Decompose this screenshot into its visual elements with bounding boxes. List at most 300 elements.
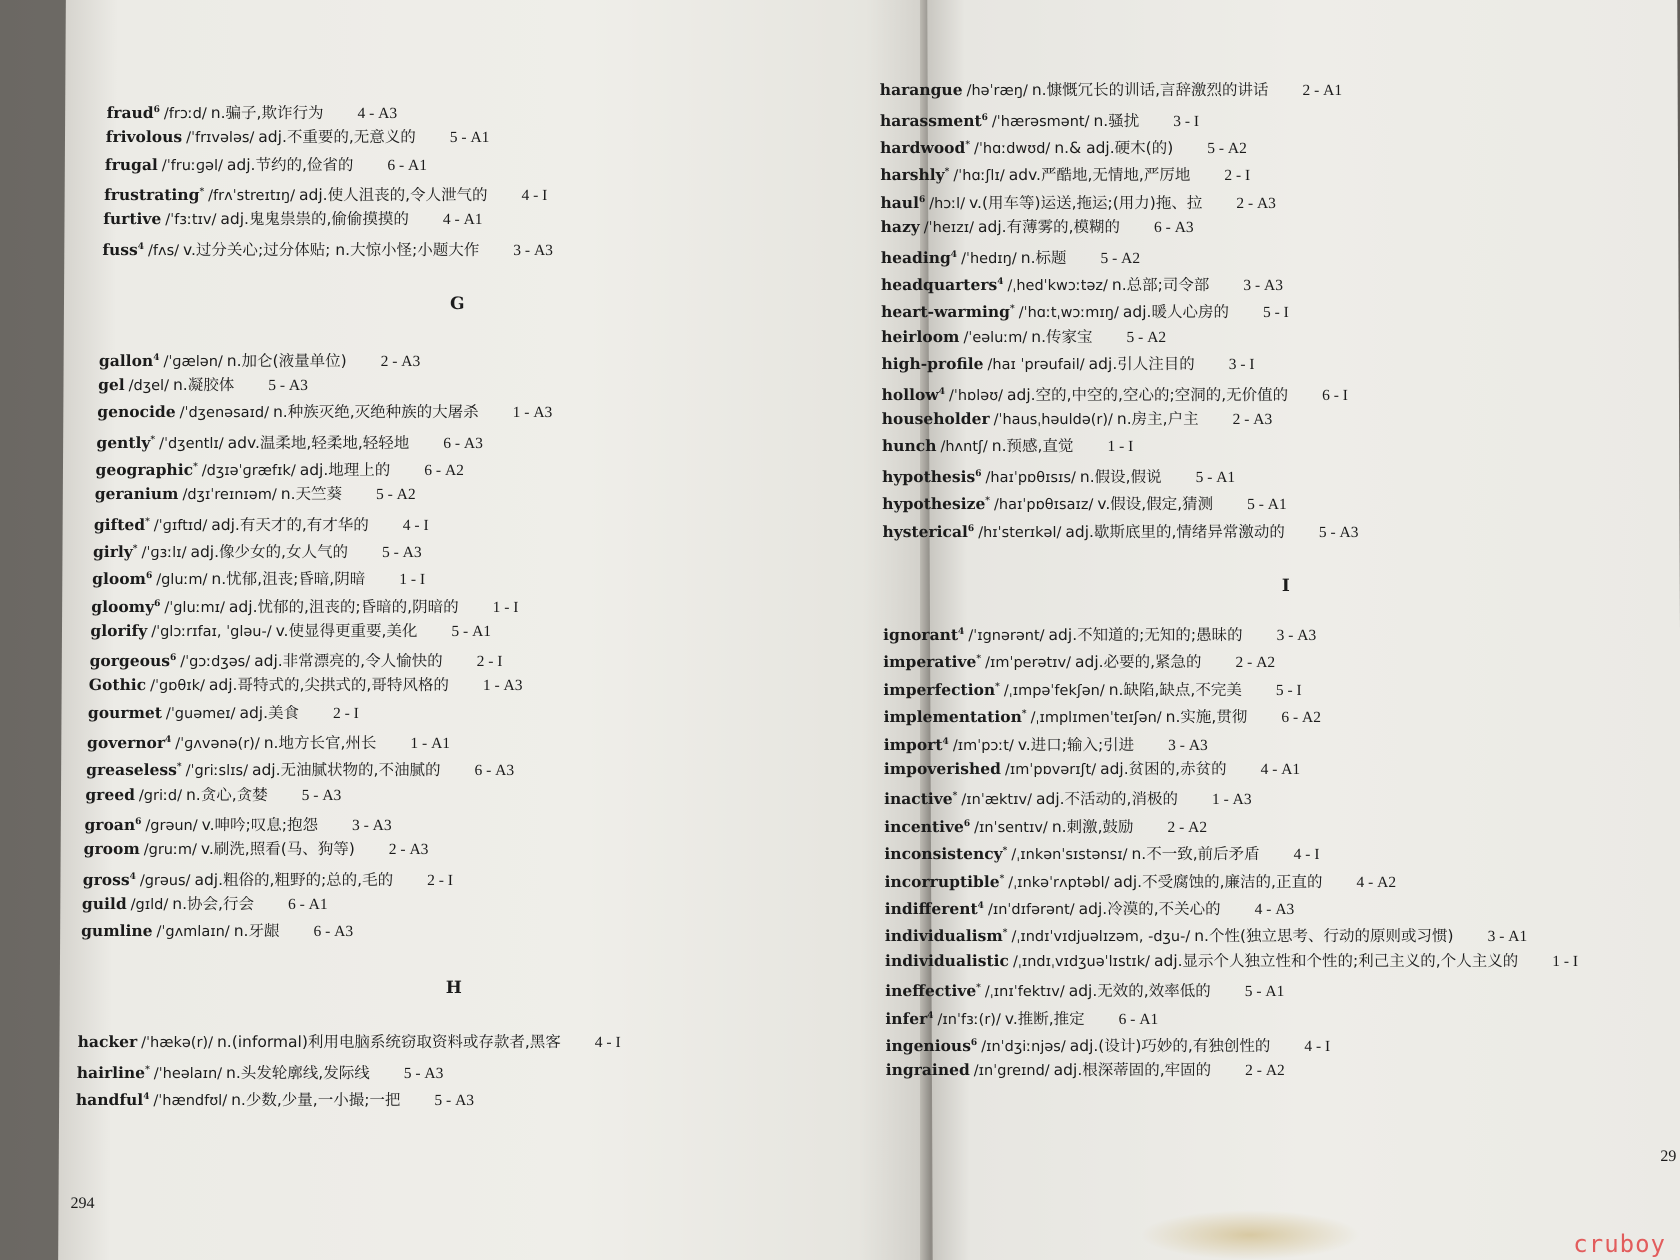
unit-reference: 1 - A1	[410, 735, 451, 753]
headword	[76, 1090, 150, 1109]
headword-text: imperfection	[883, 679, 996, 699]
headword	[881, 354, 983, 373]
headword-text: gallon	[98, 350, 154, 370]
dictionary-entry	[881, 299, 1289, 323]
headword	[885, 899, 984, 918]
definition: n.骗子,欺诈行为	[210, 104, 324, 123]
pronunciation: /dʒɪəˈɡræfɪk/	[201, 463, 296, 480]
pronunciation: /ˈheəlaɪn/	[153, 1065, 223, 1082]
unit-reference: 2 - A3	[388, 841, 429, 859]
headword-text: gloomy	[91, 596, 155, 616]
definition: n.少数,少量,一小撮;一把	[231, 1091, 401, 1110]
frequency-marker: 6	[145, 571, 153, 582]
definition: n.凝胶体	[172, 376, 235, 395]
dictionary-entry	[102, 237, 553, 261]
definition: n.贪心,贪婪	[185, 785, 268, 804]
headword-text: ingrained	[885, 1060, 970, 1080]
unit-reference: 5 - I	[1275, 681, 1302, 699]
frequency-marker: 4	[977, 900, 984, 911]
pronunciation: /ˈɡʌvənə(r)/	[175, 736, 260, 753]
definition: n.假设,假说	[1079, 467, 1162, 486]
pronunciation: /ˌhedˈkwɔːtəz/	[1007, 277, 1108, 294]
unit-reference: 3 - A3	[1168, 736, 1208, 754]
pronunciation: /ˈhausˌhəuldə(r)/	[993, 411, 1113, 428]
headword-text: imperative	[883, 652, 977, 672]
dictionary-entry	[882, 409, 1273, 430]
pronunciation: /grəun/	[145, 818, 198, 835]
headword-text: ineffective	[885, 981, 977, 1001]
pronunciation: /ˈfɜːtɪv/	[165, 212, 217, 229]
unit-reference: 5 - A1	[1244, 983, 1285, 1001]
unit-reference: 5 - I	[1262, 304, 1289, 322]
unit-reference: 6 - I	[1322, 386, 1348, 404]
definition: n.缺陷,缺点,不完美	[1108, 680, 1242, 699]
headword-text: greed	[85, 784, 136, 804]
pronunciation: /ˈhændfʊl/	[153, 1093, 228, 1110]
headword	[78, 1032, 138, 1051]
dictionary-entry	[883, 677, 1301, 701]
dictionary-entry	[885, 951, 1578, 972]
pronunciation: /ˌɪmplɪmenˈteɪʃən/	[1030, 710, 1162, 727]
headword	[881, 327, 959, 346]
frequency-marker: *	[995, 681, 1000, 692]
pronunciation: /hʌntʃ/	[940, 439, 988, 456]
dictionary-entry	[885, 1005, 1158, 1029]
headword-text: hollow	[881, 384, 939, 404]
definition: adj.有薄雾的,模糊的	[977, 218, 1121, 236]
frequency-marker: *	[199, 186, 205, 197]
frequency-marker: 4	[958, 626, 965, 637]
frequency-marker: 4	[997, 276, 1004, 287]
dictionary-entry	[885, 1033, 1330, 1057]
definition: adj.歇斯底里的,情绪异常激动的	[1065, 522, 1285, 541]
dictionary-entry	[884, 704, 1321, 728]
headword-text: hazy	[880, 217, 920, 236]
pronunciation: /ˌɪndɪˈvɪdjuəlɪzəm, -dʒu-/	[1011, 929, 1191, 946]
frequency-marker: 4	[938, 386, 945, 397]
headword-text: householder	[881, 408, 990, 428]
pronunciation: /ɪmˈperətɪv/	[985, 655, 1072, 672]
definition: n.地方长官,州长	[263, 734, 377, 753]
dictionary-entry	[880, 190, 1276, 214]
dictionary-entry	[884, 731, 1208, 755]
dictionary-entry	[89, 675, 523, 696]
pronunciation: /gluːm/	[156, 572, 208, 589]
pronunciation: /haɪˈpɒθɪsaɪz/	[993, 497, 1094, 514]
headword-text: frugal	[104, 154, 158, 174]
unit-reference: 2 - A2	[1167, 818, 1208, 836]
unit-reference: 2 - I	[1224, 167, 1251, 185]
unit-reference: 4 - I	[521, 187, 548, 205]
frequency-marker: 4	[143, 1092, 150, 1102]
frequency-marker: *	[150, 434, 156, 445]
unit-reference: 2 - I	[476, 653, 503, 671]
headword-text: inconsistency	[884, 844, 1003, 864]
left-page	[58, 0, 936, 1260]
definition: adj.冷漠的,不关心的	[1078, 899, 1221, 918]
unit-reference: 1 - I	[399, 571, 426, 589]
headword-text: gumline	[81, 921, 153, 941]
headword	[883, 625, 964, 644]
frequency-marker: *	[976, 983, 981, 993]
dictionary-entry	[884, 841, 1319, 865]
headword	[86, 760, 182, 779]
pronunciation: /grəus/	[139, 872, 191, 889]
pronunciation: /ˈgɒθɪk/	[150, 678, 205, 695]
unit-reference: 6 - A1	[387, 156, 428, 174]
headword-text: frivolous	[105, 127, 183, 147]
section-letter-h: H	[445, 978, 462, 999]
pronunciation: /gruːm/	[143, 842, 197, 859]
pronunciation: /ˈɡɜːlɪ/	[141, 545, 187, 562]
headword-text: gloom	[92, 569, 147, 589]
frequency-marker: *	[952, 791, 958, 802]
unit-reference: 4 - I	[594, 1034, 621, 1052]
pronunciation: /hɪˈsterɪkəl/	[978, 524, 1062, 541]
headword-text: ignorant	[883, 624, 959, 644]
headword	[103, 209, 161, 228]
unit-reference: 2 - I	[427, 871, 454, 889]
dictionary-entry	[96, 430, 483, 454]
definition: adj.根深蒂固的,牢固的	[1053, 1061, 1212, 1080]
headword	[87, 733, 171, 752]
pronunciation: /ˈguəmeɪ/	[165, 705, 236, 722]
pronunciation: /ˌɪndɪˌvɪdʒuəˈlɪstɪk/	[1012, 953, 1150, 970]
definition: adv.严酷地,无情地,严厉地	[1008, 166, 1191, 185]
right-page-number: 29	[1660, 1148, 1677, 1165]
headword-text: incentive	[884, 816, 964, 836]
definition: adj.引人注目的	[1088, 355, 1195, 373]
pronunciation: /ˈhɑːtˌwɔːmɪŋ/	[1018, 305, 1119, 322]
dictionary-entry	[86, 757, 514, 781]
headword	[83, 870, 136, 889]
page-stain	[1140, 1210, 1360, 1260]
unit-reference: 2 - A3	[1232, 410, 1273, 428]
frequency-marker: 6	[981, 112, 988, 123]
headword-text: heart-warming	[881, 302, 1011, 322]
pronunciation: /ˈhɑːʃlɪ/	[953, 168, 1005, 185]
headword	[89, 675, 146, 694]
unit-reference: 4 - A3	[1254, 900, 1295, 918]
headword-text: handful	[75, 1090, 144, 1110]
definition: n.头发轮廓线,发际线	[226, 1063, 370, 1082]
definition: n.(informal)利用电脑系统窃取资料或存款者,黑客	[216, 1033, 561, 1052]
unit-reference: 6 - A2	[1281, 709, 1321, 727]
frequency-marker: 4	[942, 736, 949, 747]
dictionary-entry	[88, 703, 359, 724]
headword	[97, 402, 175, 421]
headword	[106, 127, 182, 146]
frequency-marker: *	[1002, 846, 1008, 856]
frequency-marker: *	[1009, 304, 1015, 315]
pronunciation: /ˈhedɪŋ/	[961, 250, 1017, 267]
unit-reference: 5 - A3	[1318, 523, 1359, 541]
headword	[881, 217, 920, 236]
unit-reference: 3 - I	[1173, 112, 1200, 130]
dictionary-entry	[77, 1060, 444, 1084]
dictionary-entry	[882, 491, 1287, 515]
dictionary-entry	[84, 839, 429, 860]
unit-reference: 4 - I	[402, 516, 429, 534]
dictionary-entry	[103, 209, 482, 230]
headword	[880, 80, 963, 99]
pronunciation: /ˌɪnkəˈrʌptəbl/	[1008, 874, 1110, 891]
headword	[880, 165, 949, 184]
headword-text: furtive	[103, 209, 162, 229]
headword-text: hysterical	[882, 521, 968, 541]
headword	[885, 951, 1009, 970]
pronunciation: /ˌɪnɪˈfektɪv/	[984, 984, 1065, 1001]
definition: adj.哥特式的,尖拱式的,哥特风格的	[208, 676, 449, 695]
headword-text: infer	[885, 1008, 928, 1028]
headword-text: frustrating	[104, 185, 200, 205]
headword-text: implementation	[883, 707, 1022, 727]
headword	[98, 375, 125, 394]
dictionary-entry	[882, 436, 1133, 457]
pronunciation: /ɪmˈpɔːt/	[952, 737, 1014, 754]
definition: n.刺激,鼓励	[1051, 817, 1134, 836]
pronunciation: /ɪnˈdʒiːnjəs/	[981, 1038, 1066, 1055]
dictionary-entry	[83, 867, 453, 891]
pronunciation: /griːd/	[138, 787, 183, 804]
dictionary-entry	[78, 1032, 621, 1053]
pronunciation: /ˈgɔːdʒəs/	[180, 654, 251, 671]
frequency-marker: 6	[154, 598, 161, 609]
definition: n.骚扰	[1093, 111, 1140, 130]
definition: adj.不受腐蚀的,廉洁的,正直的	[1113, 872, 1323, 891]
definition: adj.节约的,俭省的	[226, 155, 354, 174]
dictionary-entry	[886, 1060, 1285, 1081]
pronunciation: /ˈgʌmlaɪn/	[156, 924, 230, 941]
headword	[92, 569, 152, 588]
definition: n.慷慨冗长的训话,言辞激烈的讲话	[1031, 81, 1269, 99]
unit-reference: 3 - A3	[1243, 276, 1283, 294]
unit-reference: 4 - A2	[1356, 873, 1397, 891]
headword-text: girly	[92, 542, 133, 562]
dictionary-entry	[87, 730, 450, 754]
headword	[884, 735, 949, 754]
section-letter-i: I	[1281, 575, 1290, 596]
frequency-marker: 4	[165, 735, 172, 745]
headword-text: individualistic	[884, 950, 1009, 970]
headword	[881, 302, 1015, 321]
right-page	[879, 0, 1680, 1260]
unit-reference: 5 - A3	[434, 1092, 475, 1110]
pronunciation: /ɪnˈgreɪnd/	[973, 1063, 1050, 1080]
definition: adj.非常漂亮的,令人愉快的	[254, 652, 443, 671]
pronunciation: /hɔːl/	[929, 195, 966, 212]
unit-reference: 3 - A3	[351, 817, 392, 835]
definition: n.预感,直觉	[991, 437, 1074, 456]
definition: adv.温柔地,轻柔地,轻轻地	[227, 433, 410, 452]
unit-reference: 3 - A1	[1487, 928, 1528, 946]
headword-text: geographic	[95, 460, 194, 480]
headword-text: incorruptible	[884, 871, 1000, 891]
dictionary-entry	[882, 464, 1235, 488]
pronunciation: /həˈræŋ/	[966, 83, 1028, 99]
headword	[884, 817, 970, 836]
frequency-marker: 6	[918, 194, 926, 205]
pronunciation: /ɪmˈpɒvərɪʃt/	[1004, 761, 1097, 778]
definition: adj.不知道的;无知的;愚昧的	[1048, 625, 1243, 644]
headword-text: ingenious	[885, 1035, 971, 1055]
definition: adj.美食	[239, 703, 300, 722]
headword-text: hunch	[881, 436, 937, 456]
headword	[96, 433, 155, 452]
dictionary-entry	[104, 182, 547, 206]
frequency-marker: 6	[975, 468, 982, 479]
headword-text: indifferent	[884, 898, 978, 918]
unit-reference: 5 - A2	[1207, 139, 1247, 157]
headword-text: geranium	[94, 484, 179, 504]
frequency-marker: *	[985, 496, 991, 506]
definition: n.实施,贯彻	[1165, 708, 1248, 727]
left-page-number: 294	[70, 1195, 95, 1212]
dictionary-entry	[885, 978, 1284, 1002]
unit-reference: 5 - A2	[1100, 249, 1141, 267]
headword-text: groan	[84, 815, 136, 835]
headword-text: individualism	[884, 926, 1003, 946]
frequency-marker: *	[176, 762, 182, 773]
headword	[884, 707, 1027, 726]
dictionary-entry	[95, 484, 416, 505]
unit-reference: 6 - A2	[424, 462, 464, 480]
headword	[84, 815, 141, 834]
headword	[881, 275, 1004, 294]
definition: adj.暖人心房的	[1122, 303, 1229, 322]
frequency-marker: *	[145, 516, 150, 527]
headword-text: groom	[83, 839, 140, 859]
headword	[95, 484, 179, 503]
pronunciation: /ˈɡælən/	[163, 353, 223, 370]
headword-text: harshly	[880, 165, 945, 185]
headword	[882, 522, 974, 541]
headword	[885, 872, 1005, 891]
dictionary-entry	[881, 354, 1254, 375]
definition: adj.有天才的,有才华的	[211, 515, 369, 534]
headword	[102, 240, 144, 259]
definition: adj.(设计)巧妙的,有独创性的	[1069, 1036, 1271, 1055]
unit-reference: 6 - A3	[443, 434, 483, 452]
unit-reference: 6 - A3	[313, 923, 354, 941]
dictionary-entry	[85, 785, 341, 806]
dictionary-entry	[93, 539, 422, 563]
headword-text: hacker	[77, 1032, 138, 1052]
headword-text: guild	[81, 893, 127, 913]
definition: n.传家宝	[1031, 327, 1093, 346]
definition: adj.不重要的,无意义的	[258, 128, 416, 147]
headword-text: heirloom	[881, 326, 960, 346]
definition: adj.粗俗的,粗野的;总的,毛的	[194, 870, 394, 889]
pronunciation: /ɪnˈdɪfərənt/	[987, 901, 1075, 918]
pronunciation: /dʒɪˈreɪnɪəm/	[182, 487, 277, 504]
definition: v.假设,假定,猜测	[1097, 495, 1214, 514]
headword	[884, 759, 1001, 778]
definition: adj.使人沮丧的,令人泄气的	[298, 186, 488, 205]
definition: v.过分关心;过分体贴; n.大惊小怪;小题大作	[183, 240, 480, 259]
pronunciation: /ˈhærəsmənt/	[991, 113, 1090, 130]
pronunciation: /ˈhækə(r)/	[141, 1035, 214, 1052]
pronunciation: /fʌs/	[148, 242, 180, 259]
unit-reference: 5 - A2	[375, 486, 416, 504]
pronunciation: /frʌˈstreɪtɪŋ/	[208, 188, 296, 205]
unit-reference: 6 - A1	[1118, 1010, 1159, 1028]
headword	[77, 1063, 150, 1082]
headword	[880, 193, 925, 212]
headword-text: fuss	[102, 239, 138, 259]
dictionary-entry	[94, 512, 429, 536]
definition: n.个性(独立思考、行动的原则或习惯)	[1194, 927, 1454, 946]
headword	[90, 651, 177, 670]
pronunciation: /ˌɪnkənˈsɪstənsɪ/	[1011, 847, 1128, 864]
unit-reference: 5 - A1	[1247, 496, 1287, 514]
definition: adj.鬼鬼祟祟的,偷偷摸摸的	[220, 210, 409, 229]
definition: adj.贫困的,赤贫的	[1100, 759, 1227, 778]
dictionary-entry	[883, 622, 1316, 646]
headword-text: gel	[98, 375, 125, 395]
definition: v.使显得更重要,美化	[275, 621, 418, 640]
headword	[882, 385, 945, 404]
headword	[882, 467, 981, 486]
headword	[88, 703, 162, 722]
unit-reference: 6 - A3	[1153, 219, 1194, 236]
headword-text: hairline	[76, 1062, 146, 1082]
headword-text: gross	[82, 869, 130, 889]
headword	[884, 844, 1007, 863]
frequency-marker: 4	[927, 1010, 934, 1021]
pronunciation: /ˈdʒenəsaɪd/	[179, 405, 270, 422]
headword	[84, 839, 140, 858]
dictionary-entry	[90, 621, 491, 642]
unit-reference: 2 - A1	[1302, 82, 1343, 99]
headword-text: gifted	[93, 514, 146, 534]
headword	[880, 111, 988, 130]
definition: adj.必要的,紧急的	[1074, 653, 1202, 672]
pronunciation: /ˈfrɪvələs/	[186, 130, 255, 147]
headword	[885, 926, 1008, 945]
dictionary-entry	[881, 244, 1140, 268]
frequency-marker: *	[1021, 709, 1027, 719]
dictionary-entry	[880, 107, 1199, 131]
unit-reference: 3 - I	[1228, 356, 1255, 373]
headword	[884, 789, 957, 808]
pronunciation: /ˈgriːslɪs/	[185, 763, 249, 780]
headword-text: governor	[87, 733, 166, 753]
definition: adj.无油腻状物的,不油腻的	[251, 761, 441, 780]
pronunciation: /ɪnˈæktɪv/	[961, 792, 1032, 809]
frequency-marker: 6	[963, 818, 971, 829]
pronunciation: /ˈhɒləʊ/	[948, 387, 1004, 404]
headword	[880, 138, 970, 157]
headword-text: inactive	[884, 789, 953, 809]
definition: v.呻吟;叹息;抱怨	[201, 816, 319, 835]
dictionary-entry	[883, 649, 1275, 673]
frequency-marker: 6	[169, 653, 177, 664]
definition: n.不一致,前后矛盾	[1131, 845, 1260, 864]
definition: adj.显示个人独立性和个性的;利己主义的,个人主义的	[1153, 951, 1519, 970]
headword	[85, 785, 135, 804]
unit-reference: 4 - A3	[357, 105, 398, 123]
definition: adj.不活动的,消极的	[1035, 790, 1178, 809]
headword-text: fraud	[106, 103, 154, 123]
unit-reference: 3 - A3	[1276, 626, 1317, 644]
headword	[91, 597, 160, 616]
pronunciation: /ˈglɔːrɪfaɪ, ˈglәu-/	[151, 623, 272, 640]
pronunciation: /dʒel/	[128, 378, 170, 395]
definition: n.加仑(液量单位)	[226, 351, 347, 370]
dictionary-entry	[880, 135, 1247, 159]
pronunciation: /ˈheɪzɪ/	[923, 220, 975, 236]
